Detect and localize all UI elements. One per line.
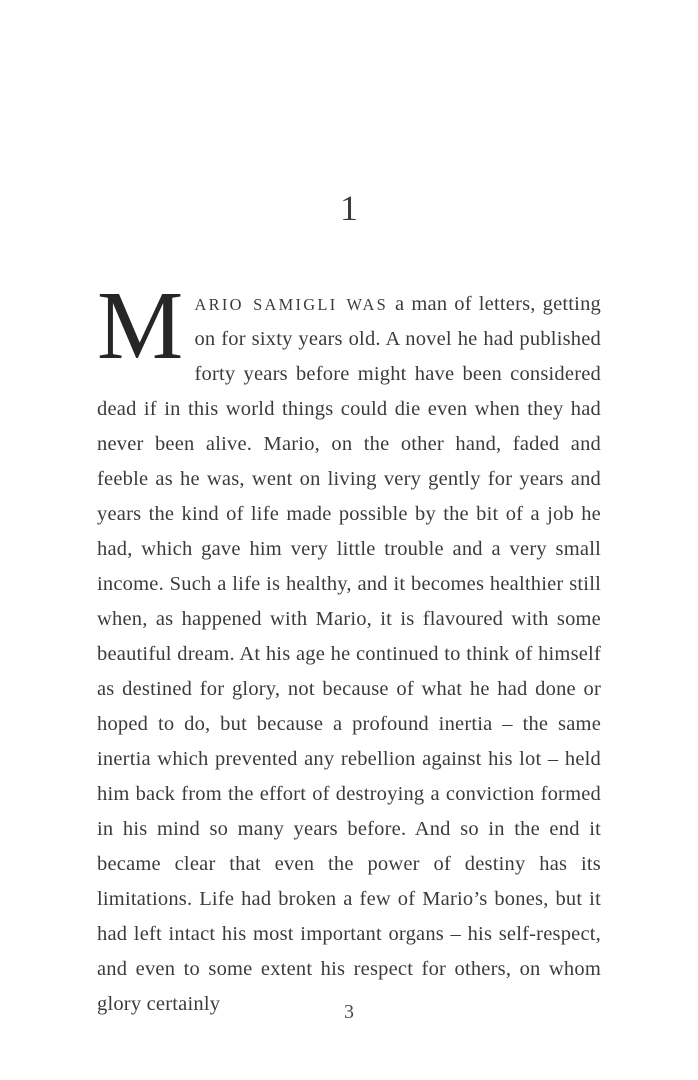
chapter-number: 1 bbox=[340, 188, 358, 228]
body-paragraph bbox=[97, 272, 601, 1022]
lead-in-small-caps: ARIO SAMIGLI WAS bbox=[194, 295, 389, 314]
drop-cap: M bbox=[97, 272, 184, 379]
paragraph-text: a man of letters, getting on for sixty years old. A novel he had published forty years before might have been considered dead if in this world things could die even when they had never been alive. Mario, on the other hand, faded and feeble as he was, went on living very gently for years and years the kind of life made possible by the bit of a job he had, which gave him very little trouble and a very small income. Such a life is healthy, and it becomes healthier still when, as happened with Mario, it is flavoured with some beautiful dream. At his age he continued to think of himself as destined for glory, not because of what he had done or hoped to do, but because a profound inertia – the same inertia which prevented any rebellion against his lot – held him back from the effort of destroying a conviction formed in his mind so many years before. And so in the end it became clear that even the power of destiny has its limitations. Life had broken a few of Mario’s bones, but it had left intact his most important organs – his self-respect, and even to some extent his respect for others, on whom glory certainly bbox=[97, 293, 601, 1015]
page-number: 3 bbox=[344, 1001, 354, 1023]
